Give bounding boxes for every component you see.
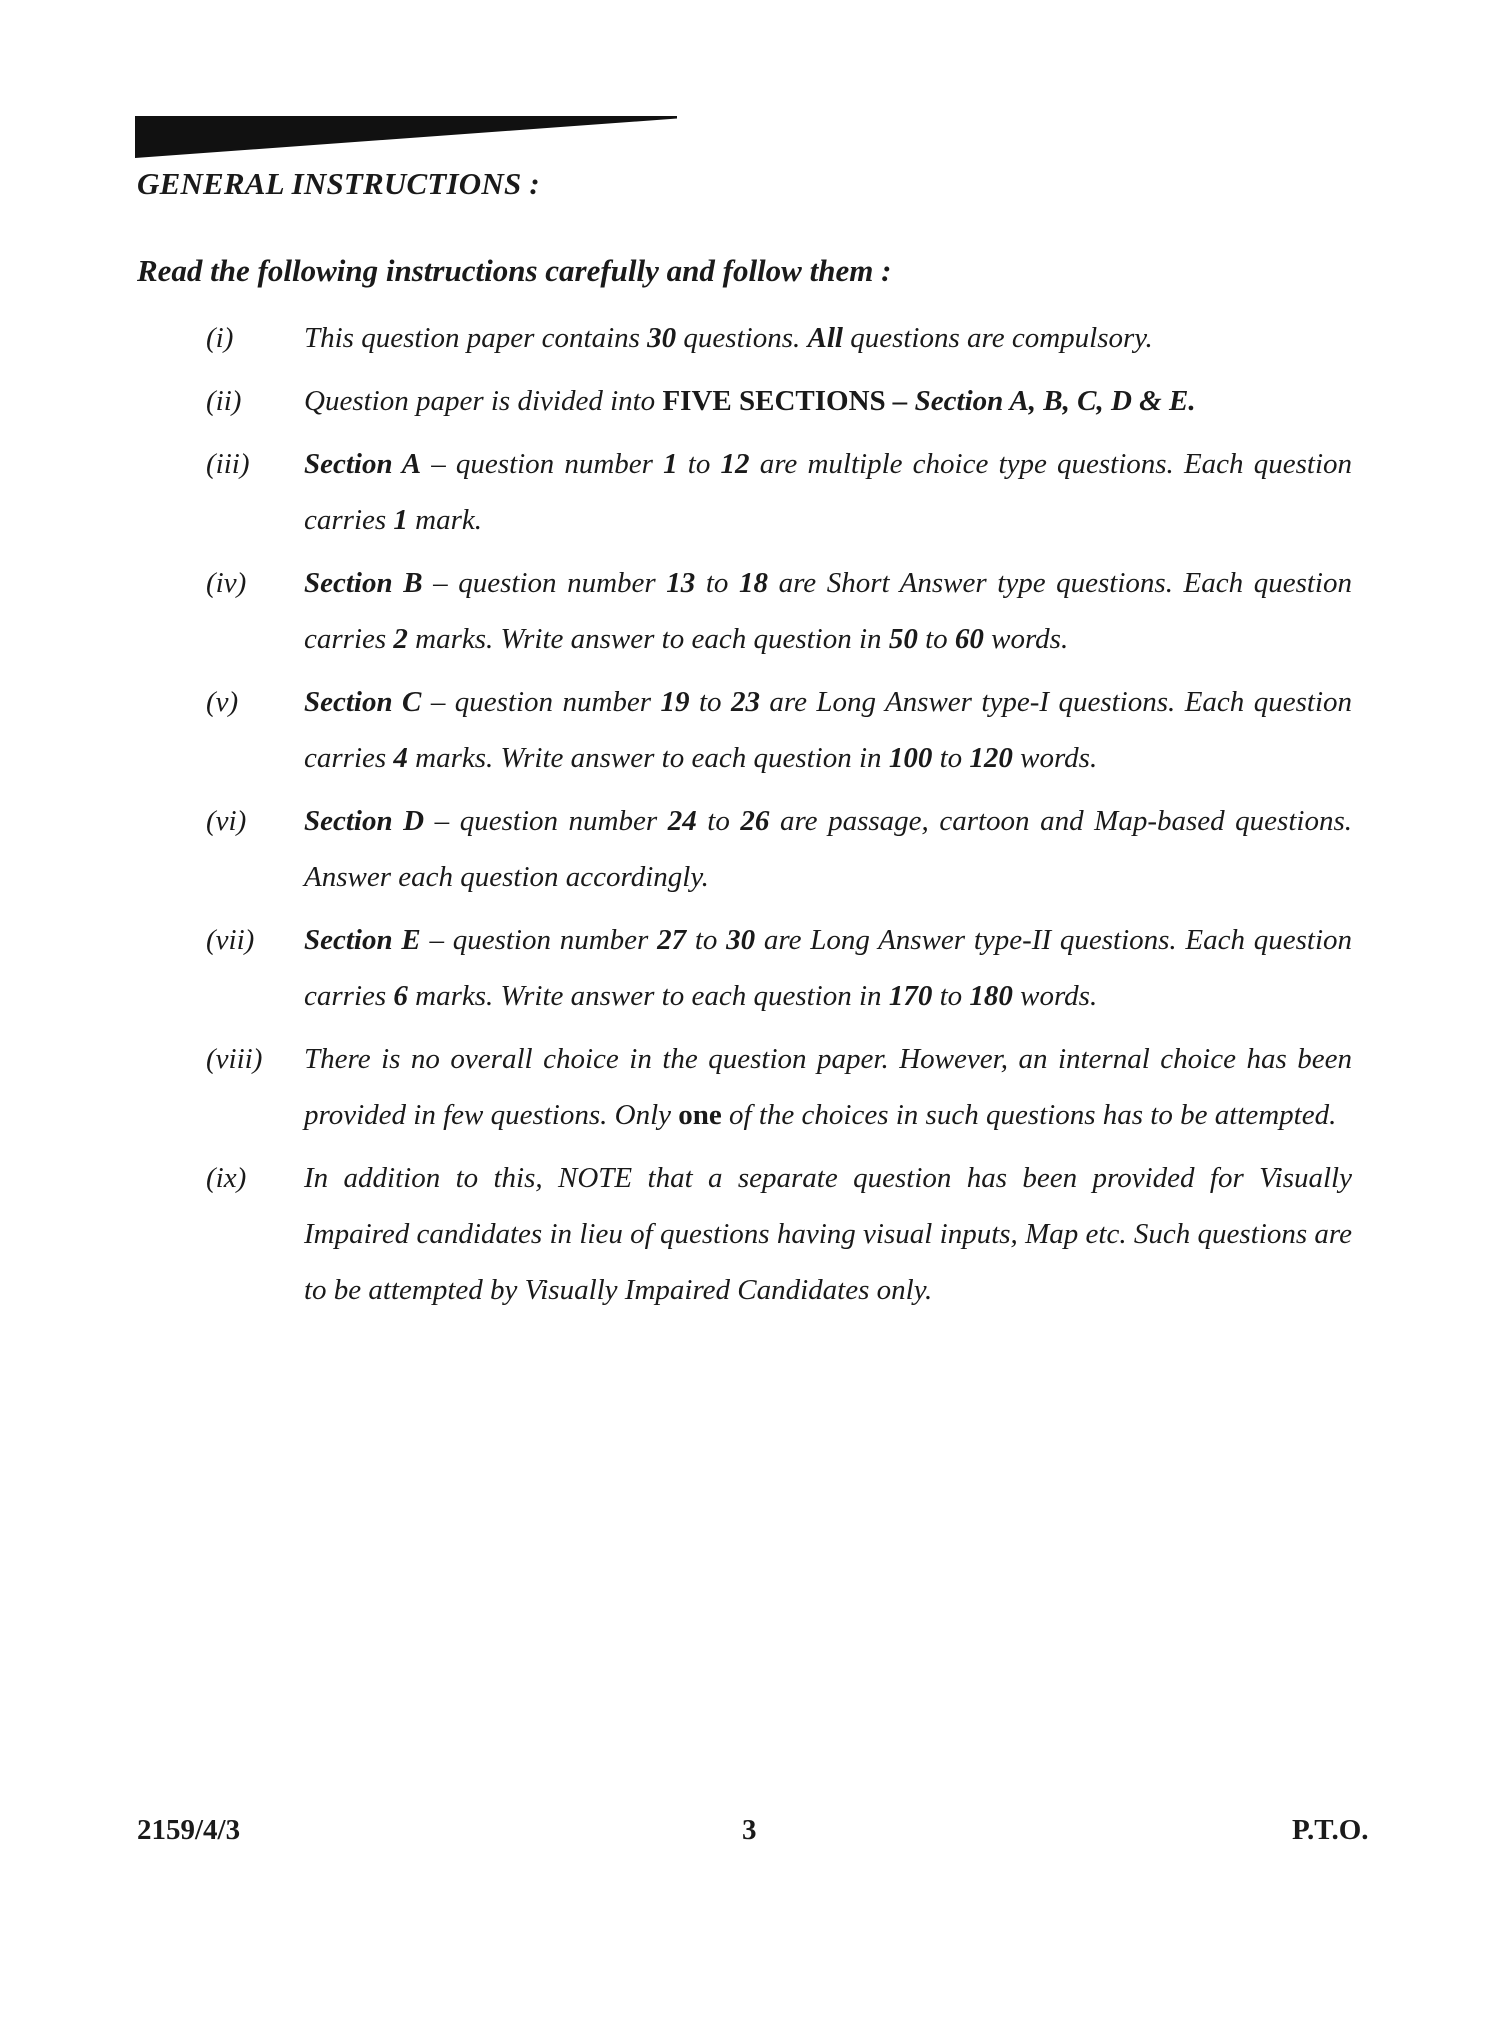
footer-pto: P.T.O. (1292, 1814, 1369, 1846)
instruction-item (206, 555, 1352, 667)
item-number: (ix) (206, 1162, 247, 1194)
item-number: (iii) (206, 448, 250, 480)
item-text: This question paper contains 30 questions. All questions are compulsory. (304, 322, 1153, 354)
item-text: Section B – question number 13 to 18 are Short Answer type questions. Each question carries 2 marks. Write answer to each question in 50 to 60 words. (304, 567, 1352, 655)
item-text: Section D – question number 24 to 26 are passage, cartoon and Map-based questions. Answer each question accordingly. (304, 805, 1352, 893)
page-subheading: Read the following instructions carefully and follow them : (137, 253, 892, 288)
item-text: In addition to this, NOTE that a separate question has been provided for Visually Impaired candidates in lieu of questions having visual inputs, Map etc. Such questions are to be attempted by Visually Impaired Candidates only. (304, 1162, 1352, 1306)
footer-paper-code: 2159/4/3 (137, 1814, 241, 1846)
item-number: (vi) (206, 805, 247, 837)
item-number: (iv) (206, 567, 247, 599)
item-text: There is no overall choice in the question paper. However, an internal choice has been provided in few questions. Only one of the choices in such questions has to be attempted. (304, 1043, 1352, 1131)
page-heading: GENERAL INSTRUCTIONS : (137, 166, 540, 201)
item-number: (i) (206, 322, 234, 354)
item-number: (viii) (206, 1043, 263, 1075)
item-number: (vii) (206, 924, 255, 956)
instruction-item (206, 310, 1352, 366)
instruction-list (206, 310, 1352, 1325)
item-text: Section C – question number 19 to 23 are Long Answer type-I questions. Each question carries 4 marks. Write answer to each question in 100 to 120 words. (304, 686, 1352, 774)
instruction-item (206, 373, 1352, 429)
item-number: (ii) (206, 385, 242, 417)
instruction-item (206, 1150, 1352, 1318)
footer-page-number: 3 (742, 1814, 757, 1846)
item-text: Section A – question number 1 to 12 are multiple choice type questions. Each question carries 1 mark. (304, 448, 1352, 536)
instruction-item (206, 793, 1352, 905)
item-number: (v) (206, 686, 239, 718)
instruction-item (206, 674, 1352, 786)
instruction-item (206, 1031, 1352, 1143)
item-text: Question paper is divided into FIVE SECTIONS – Section A, B, C, D & E. (304, 385, 1196, 417)
instruction-item (206, 912, 1352, 1024)
instruction-item (206, 436, 1352, 548)
redaction-bar (135, 116, 677, 158)
item-text: Section E – question number 27 to 30 are Long Answer type-II questions. Each question carries 6 marks. Write answer to each question in 170 to 180 words. (304, 924, 1353, 1012)
